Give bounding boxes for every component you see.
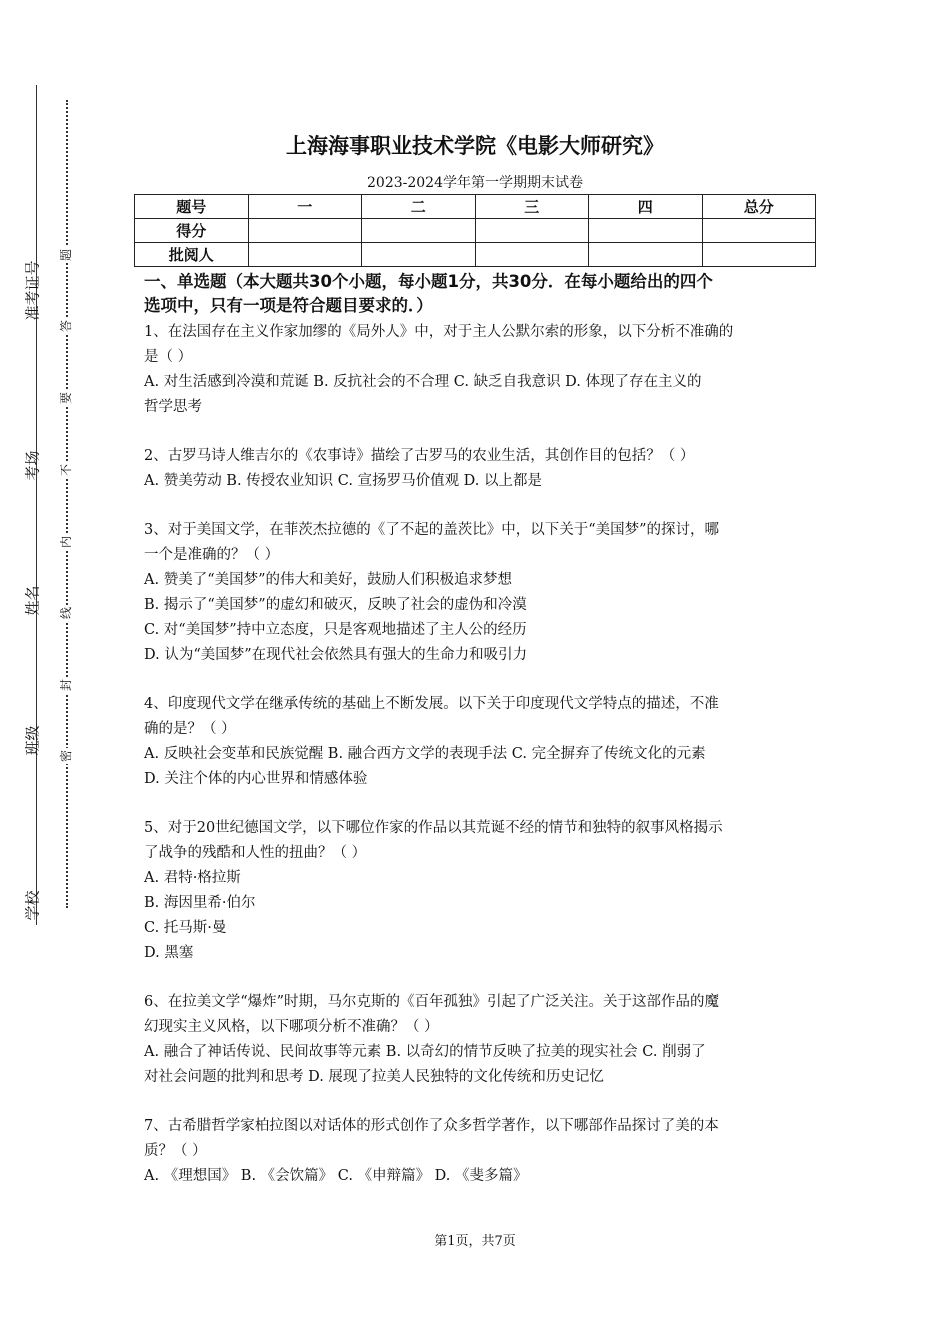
section-heading-line: 选项中，只有一项是符合题目要求的．） <box>144 296 433 315</box>
reviewer-cell[interactable] <box>589 243 703 267</box>
score-header-cell: 总分 <box>702 195 816 219</box>
options-line: D. 关注个体的内心世界和情感体验 <box>144 771 368 787</box>
question-line: 了战争的残酷和人性的扭曲？（ ） <box>144 845 367 861</box>
question-line: 2、古罗马诗人维吉尔的《农事诗》描绘了古罗马的农业生活，其创作目的包括？（ ） <box>144 448 695 464</box>
question-7 <box>144 1114 812 1189</box>
question-line: 一个是准确的？（ ） <box>144 547 280 563</box>
options-line: A. 对生活感到冷漠和荒诞 B. 反抗社会的不合理 C. 缺乏自我意识 D. 体现了存在主义的 <box>144 374 702 390</box>
options-line: A. 《理想国》 B. 《会饮篇》 C. 《申辩篇》 D. 《斐多篇》 <box>144 1168 528 1184</box>
option-c: C. 对“美国梦”持中立态度，只是客观地描述了主人公的经历 <box>144 622 527 638</box>
seal-char: 不 <box>59 464 73 477</box>
question-4 <box>144 692 812 792</box>
name-label: 姓名 <box>23 585 42 616</box>
page-title: 上海海事职业技术学院《电影大师研究》 <box>286 134 664 158</box>
question-1 <box>144 320 812 420</box>
section-heading <box>144 270 812 318</box>
option-b: B. 海因里希·伯尔 <box>144 895 256 911</box>
school-label: 学校 <box>23 890 42 921</box>
question-line: 4、印度现代文学在继承传统的基础上不断发展。以下关于印度现代文学特点的描述，不准 <box>144 696 719 712</box>
options-line: 对社会问题的批判和思考 D. 展现了拉美人民独特的文化传统和历史记忆 <box>144 1069 604 1085</box>
score-header-cell: 题号 <box>135 195 249 219</box>
class-label: 班级 <box>23 725 42 756</box>
seal-char: 要 <box>59 392 73 405</box>
score-cell[interactable] <box>248 219 362 243</box>
options-line: A. 赞美劳动 B. 传授农业知识 C. 宣扬罗马价值观 D. 以上都是 <box>144 473 543 489</box>
seal-char: 题 <box>59 249 73 262</box>
options-line: A. 反映社会变革和民族觉醒 B. 融合西方文学的表现手法 C. 完全摒弃了传统文化的元素 <box>144 746 706 762</box>
option-a: A. 君特·格拉斯 <box>144 870 241 886</box>
reviewer-cell[interactable] <box>362 243 476 267</box>
seal-char: 答 <box>59 320 73 333</box>
question-line: 1、在法国存在主义作家加缪的《局外人》中，对于主人公默尔索的形象，以下分析不准确的 <box>144 324 734 340</box>
option-d: D. 认为“美国梦”在现代社会依然具有强大的生命力和吸引力 <box>144 647 528 663</box>
seal-dotted-line <box>66 100 68 908</box>
exam-content <box>144 270 812 1213</box>
score-cell[interactable] <box>589 219 703 243</box>
score-header-cell: 一 <box>248 195 362 219</box>
seal-char: 密 <box>59 750 73 763</box>
question-line: 确的是？（ ） <box>144 721 236 737</box>
seal-char: 线 <box>59 607 73 620</box>
question-line: 6、在拉美文学“爆炸”时期，马尔克斯的《百年孤独》引起了广泛关注。关于这部作品的魔 <box>144 994 720 1010</box>
question-3 <box>144 518 812 668</box>
option-b: B. 揭示了“美国梦”的虚幻和破灭，反映了社会的虚伪和冷漠 <box>144 597 527 613</box>
question-line: 幻现实主义风格，以下哪项分析不准确？（ ） <box>144 1019 439 1035</box>
options-line: A. 融合了神话传说、民间故事等元素 B. 以奇幻的情节反映了拉美的现实社会 C. 削弱了 <box>144 1044 706 1060</box>
score-table-header-row <box>135 195 816 219</box>
reviewer-cell[interactable] <box>248 243 362 267</box>
score-cell[interactable] <box>702 219 816 243</box>
score-header-cell: 四 <box>589 195 703 219</box>
question-line: 是（ ） <box>144 349 193 365</box>
question-2 <box>144 444 812 494</box>
reviewer-cell[interactable] <box>475 243 589 267</box>
score-header-cell: 三 <box>475 195 589 219</box>
score-row <box>135 219 816 243</box>
score-cell[interactable] <box>362 219 476 243</box>
question-line: 5、对于20世纪德国文学，以下哪位作家的作品以其荒诞不经的情节和独特的叙事风格揭示 <box>144 820 723 836</box>
score-cell[interactable] <box>475 219 589 243</box>
question-5 <box>144 816 812 966</box>
option-d: D. 黑塞 <box>144 945 194 961</box>
question-line: 7、古希腊哲学家柏拉图以对话体的形式创作了众多哲学著作，以下哪部作品探讨了美的本 <box>144 1118 719 1134</box>
exam-number-label: 准考证号 <box>23 260 42 321</box>
page-subtitle: 2023-2024学年第一学期期末试卷 <box>367 175 583 191</box>
exam-room-label: 考场 <box>23 450 42 481</box>
score-header-cell: 二 <box>362 195 476 219</box>
section-heading-line: 一、单选题（本大题共30个小题，每小题1分，共30分．在每小题给出的四个 <box>144 272 713 291</box>
reviewer-row <box>135 243 816 267</box>
score-table <box>134 194 816 267</box>
reviewer-cell[interactable] <box>702 243 816 267</box>
reviewer-row-label: 批阅人 <box>135 243 249 267</box>
option-c: C. 托马斯·曼 <box>144 920 227 936</box>
seal-char: 封 <box>59 679 73 692</box>
question-line: 3、对于美国文学，在菲茨杰拉德的《了不起的盖茨比》中，以下关于“美国梦”的探讨，哪 <box>144 522 720 538</box>
seal-char: 内 <box>59 536 73 549</box>
question-line: 质？（ ） <box>144 1143 207 1159</box>
options-line: 哲学思考 <box>144 399 202 415</box>
score-row-label: 得分 <box>135 219 249 243</box>
question-6 <box>144 990 812 1090</box>
page-footer: 第1页，共7页 <box>434 1234 516 1249</box>
option-a: A. 赞美了“美国梦”的伟大和美好，鼓励人们积极追求梦想 <box>144 572 513 588</box>
